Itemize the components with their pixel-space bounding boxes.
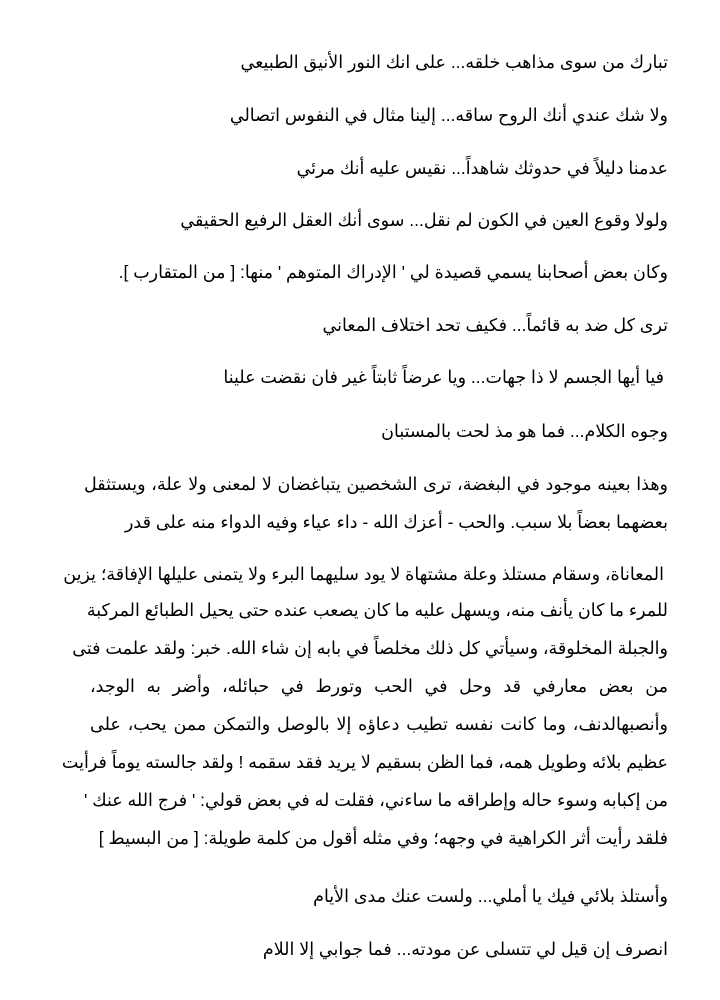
paragraph-line-6: من بعض معارفي قد وحل في الحب وتورط في حبائله، وأضر به الوجد، — [90, 676, 668, 696]
paragraph-line-4: للمرء ما كان يأنف منه، ويسهل عليه ما كان يصعب عنده حتى يحيل الطبائع المركبة — [86, 600, 668, 620]
paragraph-line-2: بعضهما بعضاً بلا سبب. والحب - أعزك الله - داء عياء وفيه الدواء منه على قدر — [124, 512, 668, 532]
paragraph-line-10: فلقد رأيت أثر الكراهية في وجهه؛ وفي مثله أقول من كلمة طويلة: [ من البسيط ] — [98, 828, 668, 848]
paragraph-line-3: المعاناة، وسقام مستلذ وعلة مشتهاة لا يود سليهما البرء ولا يتمنى عليلها الإفاقة؛ يزين — [63, 564, 664, 584]
paragraph-line-5: والجبلة المخلوقة، وسيأتي كل ذلك مخلصاً في بابه إن شاء الله. خبر: ولقد علمت فتى — [72, 638, 668, 658]
verse-line-4: ولولا وقوع العين في الكون لم نقل... سوى أنك العقل الرفيع الحقيقي — [180, 210, 668, 230]
paragraph-line-1: وهذا بعينه موجود في البغضة، ترى الشخصين يتباغضان لا لمعنى ولا علة، ويستثقل — [84, 474, 668, 494]
paragraph-line-8: عظيم بلائه وطويل همه، فما الظن بسقيم لا يريد فقد سقمه ! ولقد جالسته يوماً فرأيت — [61, 752, 668, 772]
prose-line-intro: وكان بعض أصحابنا يسمي قصيدة لي ' الإدراك المتوهم ' منها: [ من المتقارب ]. — [118, 262, 668, 282]
verse-line-2: ولا شك عندي أنك الروح ساقه... إلينا مثال في النفوس اتصالي — [229, 105, 668, 125]
verse-line-9: انصرف إن قيل لي تتسلى عن مودته... فما جوابي إلا اللام — [262, 939, 668, 959]
verse-line-7: وجوه الكلام... فما هو مذ لحت بالمستبان — [381, 421, 668, 441]
verse-line-8: وأستلذ بلائي فيك يا أملي... ولست عنك مدى الأيام — [313, 886, 668, 906]
paragraph-line-9: من إكبابه وسوء حاله وإطراقه ما ساءني، فقلت له في بعض قولي: ' فرج الله عنك ' — [84, 790, 668, 810]
verse-line-3: عدمنا دليلاً في حدوثك شاهداً... نقيس عليه أنك مرئي — [296, 158, 668, 178]
verse-line-1: تبارك من سوى مذاهب خلقه... على انك النور الأنيق الطبيعي — [240, 52, 668, 72]
verse-line-6: فيا أيها الجسم لا ذا جهات... ويا عرضاً ثابتاً غير فان نقضت علينا — [223, 367, 664, 387]
verse-line-5: ترى كل ضد به قائماً... فكيف تحد اختلاف المعاني — [322, 315, 668, 335]
paragraph-line-7: وأنصبهالدنف، وما كانت نفسه تطيب دعاؤه إلا بالوصل والتمكن ممن يحب، على — [90, 714, 668, 734]
